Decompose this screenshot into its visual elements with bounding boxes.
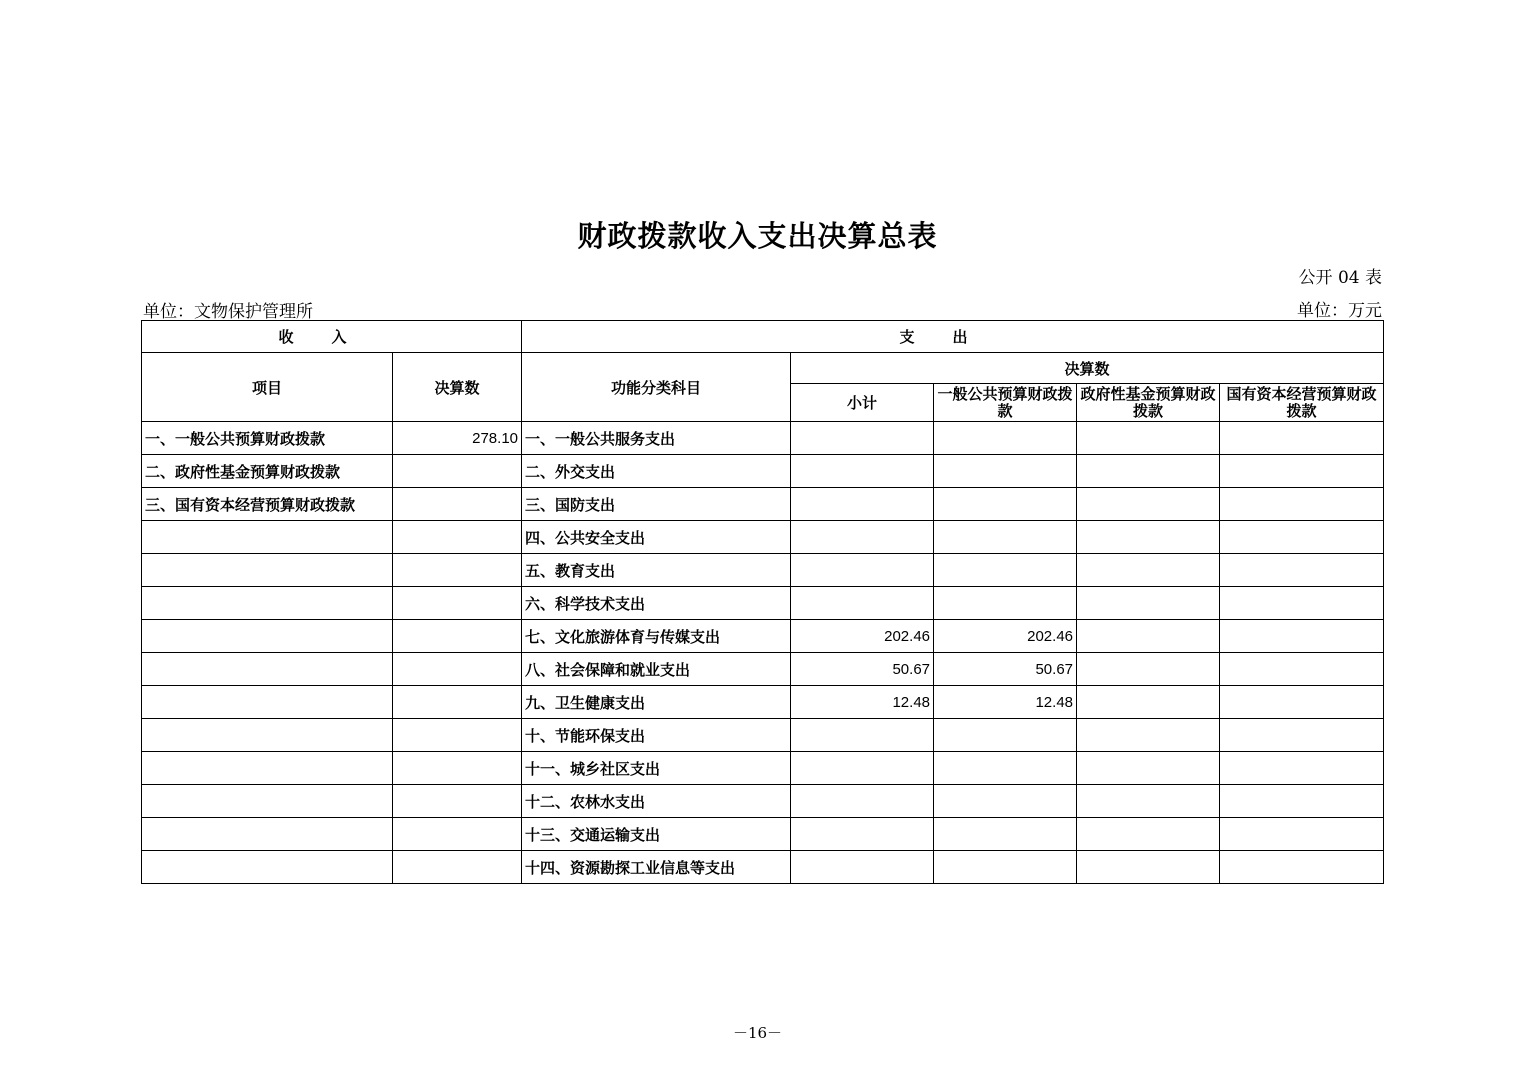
income-amount-cell: 278.10 xyxy=(393,422,522,455)
gov-fund-cell xyxy=(1077,554,1220,587)
state-capital-cell xyxy=(1220,785,1384,818)
income-amount-cell xyxy=(393,554,522,587)
expenditure-item-cell: 十一、城乡社区支出 xyxy=(522,752,791,785)
table-row xyxy=(142,455,1384,488)
general-budget-cell xyxy=(934,719,1077,752)
budget-table xyxy=(141,320,1384,884)
expenditure-item-cell: 二、外交支出 xyxy=(522,455,791,488)
state-capital-cell xyxy=(1220,620,1384,653)
general-budget-cell xyxy=(934,521,1077,554)
gov-fund-cell xyxy=(1077,455,1220,488)
table-row xyxy=(142,851,1384,884)
subtotal-cell xyxy=(791,455,934,488)
general-budget-cell: 50.67 xyxy=(934,653,1077,686)
income-item-cell xyxy=(142,521,393,554)
subtotal-cell xyxy=(791,422,934,455)
subtotal-header: 小计 xyxy=(791,384,934,422)
gov-fund-cell xyxy=(1077,422,1220,455)
subtotal-cell xyxy=(791,752,934,785)
general-budget-header: 一般公共预算财政拨款 xyxy=(934,384,1077,422)
general-budget-cell xyxy=(934,554,1077,587)
state-capital-cell xyxy=(1220,587,1384,620)
gov-fund-header: 政府性基金预算财政拨款 xyxy=(1077,384,1220,422)
expenditure-item-cell: 三、国防支出 xyxy=(522,488,791,521)
income-item-cell xyxy=(142,785,393,818)
unit-currency: 单位：万元 xyxy=(1297,301,1382,321)
page-number: －16－ xyxy=(732,1024,783,1042)
income-amount-cell xyxy=(393,752,522,785)
state-capital-cell xyxy=(1220,719,1384,752)
general-budget-cell: 202.46 xyxy=(934,620,1077,653)
general-budget-cell xyxy=(934,488,1077,521)
gov-fund-cell xyxy=(1077,521,1220,554)
expenditure-item-cell: 十二、农林水支出 xyxy=(522,785,791,818)
document-title: 财政拨款收入支出决算总表 xyxy=(577,219,938,253)
general-budget-cell xyxy=(934,587,1077,620)
state-capital-cell xyxy=(1220,851,1384,884)
state-capital-cell xyxy=(1220,554,1384,587)
gov-fund-cell xyxy=(1077,686,1220,719)
subtotal-cell: 12.48 xyxy=(791,686,934,719)
state-capital-cell xyxy=(1220,455,1384,488)
general-budget-cell xyxy=(934,455,1077,488)
gov-fund-cell xyxy=(1077,785,1220,818)
table-row xyxy=(142,554,1384,587)
table-row xyxy=(142,488,1384,521)
expenditure-item-cell: 十四、资源勘探工业信息等支出 xyxy=(522,851,791,884)
expenditure-item-cell: 十三、交通运输支出 xyxy=(522,818,791,851)
subtotal-cell: 50.67 xyxy=(791,653,934,686)
table-row xyxy=(142,752,1384,785)
income-item-cell xyxy=(142,851,393,884)
subtotal-cell xyxy=(791,818,934,851)
income-item-cell xyxy=(142,620,393,653)
state-capital-cell xyxy=(1220,488,1384,521)
income-item-cell xyxy=(142,752,393,785)
general-budget-cell xyxy=(934,818,1077,851)
income-item-cell xyxy=(142,719,393,752)
gov-fund-cell xyxy=(1077,851,1220,884)
expenditure-header: 支出 xyxy=(522,321,1384,353)
gov-fund-cell xyxy=(1077,752,1220,785)
state-capital-cell xyxy=(1220,422,1384,455)
general-budget-cell xyxy=(934,851,1077,884)
final-amount-group-header: 决算数 xyxy=(791,353,1384,384)
expenditure-item-cell: 九、卫生健康支出 xyxy=(522,686,791,719)
table-row xyxy=(142,653,1384,686)
gov-fund-cell xyxy=(1077,620,1220,653)
state-capital-cell xyxy=(1220,752,1384,785)
income-item-cell xyxy=(142,686,393,719)
income-header: 收入 xyxy=(142,321,522,353)
table-row xyxy=(142,818,1384,851)
state-capital-cell xyxy=(1220,521,1384,554)
income-amount-cell xyxy=(393,620,522,653)
expenditure-item-cell: 一、一般公共服务支出 xyxy=(522,422,791,455)
unit-name: 单位：文物保护管理所 xyxy=(143,302,313,322)
item-header: 项目 xyxy=(142,353,393,422)
subtotal-cell xyxy=(791,851,934,884)
table-row xyxy=(142,521,1384,554)
income-amount-cell xyxy=(393,719,522,752)
subtotal-cell xyxy=(791,587,934,620)
income-amount-cell xyxy=(393,851,522,884)
expenditure-item-cell: 八、社会保障和就业支出 xyxy=(522,653,791,686)
subtotal-cell xyxy=(791,785,934,818)
subtotal-cell xyxy=(791,554,934,587)
table-row xyxy=(142,785,1384,818)
state-capital-cell xyxy=(1220,653,1384,686)
gov-fund-cell xyxy=(1077,587,1220,620)
form-code: 公开 04 表 xyxy=(1298,268,1382,288)
table-row xyxy=(142,587,1384,620)
gov-fund-cell xyxy=(1077,818,1220,851)
subtotal-cell xyxy=(791,488,934,521)
income-item-cell: 二、政府性基金预算财政拨款 xyxy=(142,455,393,488)
income-item-cell xyxy=(142,818,393,851)
expenditure-item-cell: 十、节能环保支出 xyxy=(522,719,791,752)
state-capital-cell xyxy=(1220,818,1384,851)
gov-fund-cell xyxy=(1077,653,1220,686)
income-amount-cell xyxy=(393,587,522,620)
income-item-cell xyxy=(142,587,393,620)
expenditure-item-cell: 六、科学技术支出 xyxy=(522,587,791,620)
final-amount-header: 决算数 xyxy=(393,353,522,422)
expenditure-item-cell: 七、文化旅游体育与传媒支出 xyxy=(522,620,791,653)
functional-category-header: 功能分类科目 xyxy=(522,353,791,422)
income-amount-cell xyxy=(393,818,522,851)
subtotal-cell xyxy=(791,719,934,752)
table-row xyxy=(142,620,1384,653)
gov-fund-cell xyxy=(1077,488,1220,521)
income-item-cell: 一、一般公共预算财政拨款 xyxy=(142,422,393,455)
income-amount-cell xyxy=(393,785,522,818)
expenditure-item-cell: 五、教育支出 xyxy=(522,554,791,587)
table-row xyxy=(142,686,1384,719)
income-amount-cell xyxy=(393,521,522,554)
income-amount-cell xyxy=(393,686,522,719)
income-amount-cell xyxy=(393,488,522,521)
general-budget-cell: 12.48 xyxy=(934,686,1077,719)
gov-fund-cell xyxy=(1077,719,1220,752)
general-budget-cell xyxy=(934,752,1077,785)
income-item-cell: 三、国有资本经营预算财政拨款 xyxy=(142,488,393,521)
income-amount-cell xyxy=(393,455,522,488)
general-budget-cell xyxy=(934,422,1077,455)
subtotal-cell: 202.46 xyxy=(791,620,934,653)
income-amount-cell xyxy=(393,653,522,686)
state-capital-cell xyxy=(1220,686,1384,719)
subtotal-cell xyxy=(791,521,934,554)
table-row xyxy=(142,719,1384,752)
income-item-cell xyxy=(142,554,393,587)
income-item-cell xyxy=(142,653,393,686)
state-capital-header: 国有资本经营预算财政拨款 xyxy=(1220,384,1384,422)
expenditure-item-cell: 四、公共安全支出 xyxy=(522,521,791,554)
general-budget-cell xyxy=(934,785,1077,818)
table-row xyxy=(142,422,1384,455)
